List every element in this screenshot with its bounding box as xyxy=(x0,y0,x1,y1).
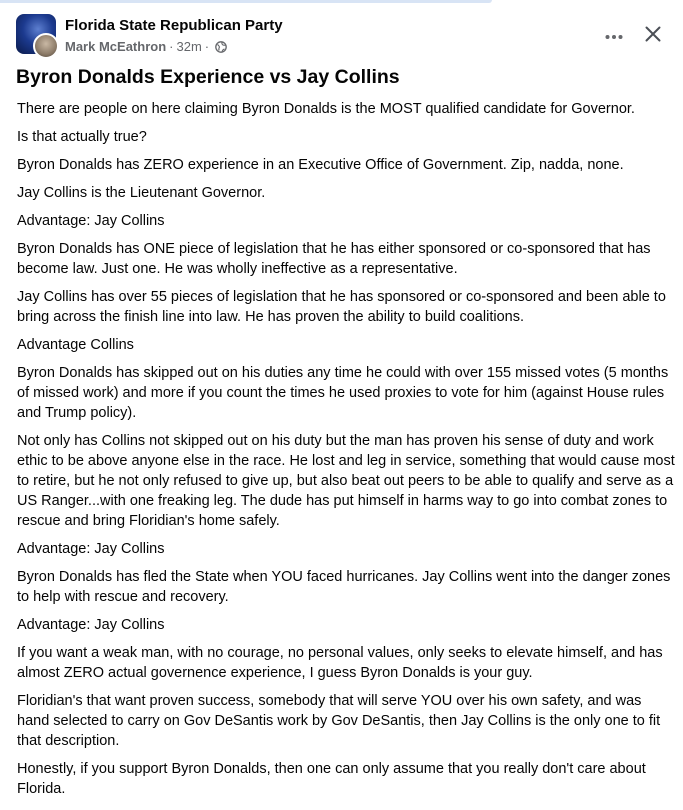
group-name-link[interactable]: Florida State Republican Party xyxy=(65,17,283,34)
post-paragraph: Byron Donalds has ONE piece of legislation that he has either sponsored or co-sponsored that has become law. Just one. He was wholly ineffective as a representative. xyxy=(17,241,651,277)
post-paragraph: Is that actually true? xyxy=(17,129,147,145)
post-paragraph: There are people on here claiming Byron Donalds is the MOST qualified candidate for Governor. xyxy=(17,101,635,117)
top-accent-bar xyxy=(0,0,492,3)
author-name-link[interactable]: Mark McEathron xyxy=(65,39,167,54)
close-icon xyxy=(645,26,661,47)
post-paragraph: If you want a weak man, with no courage, no personal values, only seeks to elevate himself, and has almost ZERO actual governence experience, I guess Byron Donalds is your guy. xyxy=(17,645,663,681)
post-paragraph: Honestly, if you support Byron Donalds, then one can only assume that you really don't care about Florida. xyxy=(17,761,646,797)
close-button[interactable] xyxy=(639,22,667,50)
post-paragraph: Advantage Collins xyxy=(17,337,134,353)
post-body xyxy=(17,99,675,807)
more-options-button[interactable] xyxy=(602,24,626,48)
post-paragraph: Byron Donalds has ZERO experience in an Executive Office of Government. Zip, nadda, none. xyxy=(17,157,624,173)
post-paragraph: Byron Donalds has skipped out on his duties any time he could with over 155 missed votes (5 months of missed work) and more if you count the times he used proxies to vote for him (against House rules and Trump policy). xyxy=(17,365,669,421)
post-paragraph: Not only has Collins not skipped out on his duty but the man has proven his sense of duty and work ethic to be above anyone else in the race. He lost and leg in service, something that would cause most to retire, but he not only refused to give up, but also beat out peers to be able to qualify and serve as a US Ranger...with one freaking leg. The dude has put himself in harms way to go into combat zones to rescue and bring Floridian's home safely. xyxy=(17,433,675,529)
post-header xyxy=(16,14,667,58)
meta-separator: · xyxy=(169,39,174,54)
post-paragraph: Advantage: Jay Collins xyxy=(17,213,165,229)
post-paragraph: Advantage: Jay Collins xyxy=(17,617,165,633)
post-title: Byron Donalds Experience vs Jay Collins xyxy=(16,66,400,88)
post-paragraph: Byron Donalds has fled the State when YOU faced hurricanes. Jay Collins went into the danger zones to help with rescue and recovery. xyxy=(17,569,671,605)
more-options-icon xyxy=(605,27,623,45)
post-paragraph: Floridian's that want proven success, somebody that will serve YOU over his own safety, and was hand selected to carry on Gov DeSantis work by Gov DeSantis, then Jay Collins is the only one to fit that description. xyxy=(17,693,661,749)
author-avatar[interactable] xyxy=(33,33,59,59)
post-meta xyxy=(65,39,227,54)
post-paragraph: Jay Collins has over 55 pieces of legislation that he has sponsored or co-sponsored and been able to bring across the finish line into law. He has proven the ability to build coalitions. xyxy=(17,289,666,325)
post-paragraph: Advantage: Jay Collins xyxy=(17,541,165,557)
meta-separator: · xyxy=(204,39,210,54)
post-paragraph: Jay Collins is the Lieutenant Governor. xyxy=(17,185,266,201)
globe-icon[interactable] xyxy=(215,41,227,53)
post-timestamp[interactable]: 32m xyxy=(176,39,202,54)
